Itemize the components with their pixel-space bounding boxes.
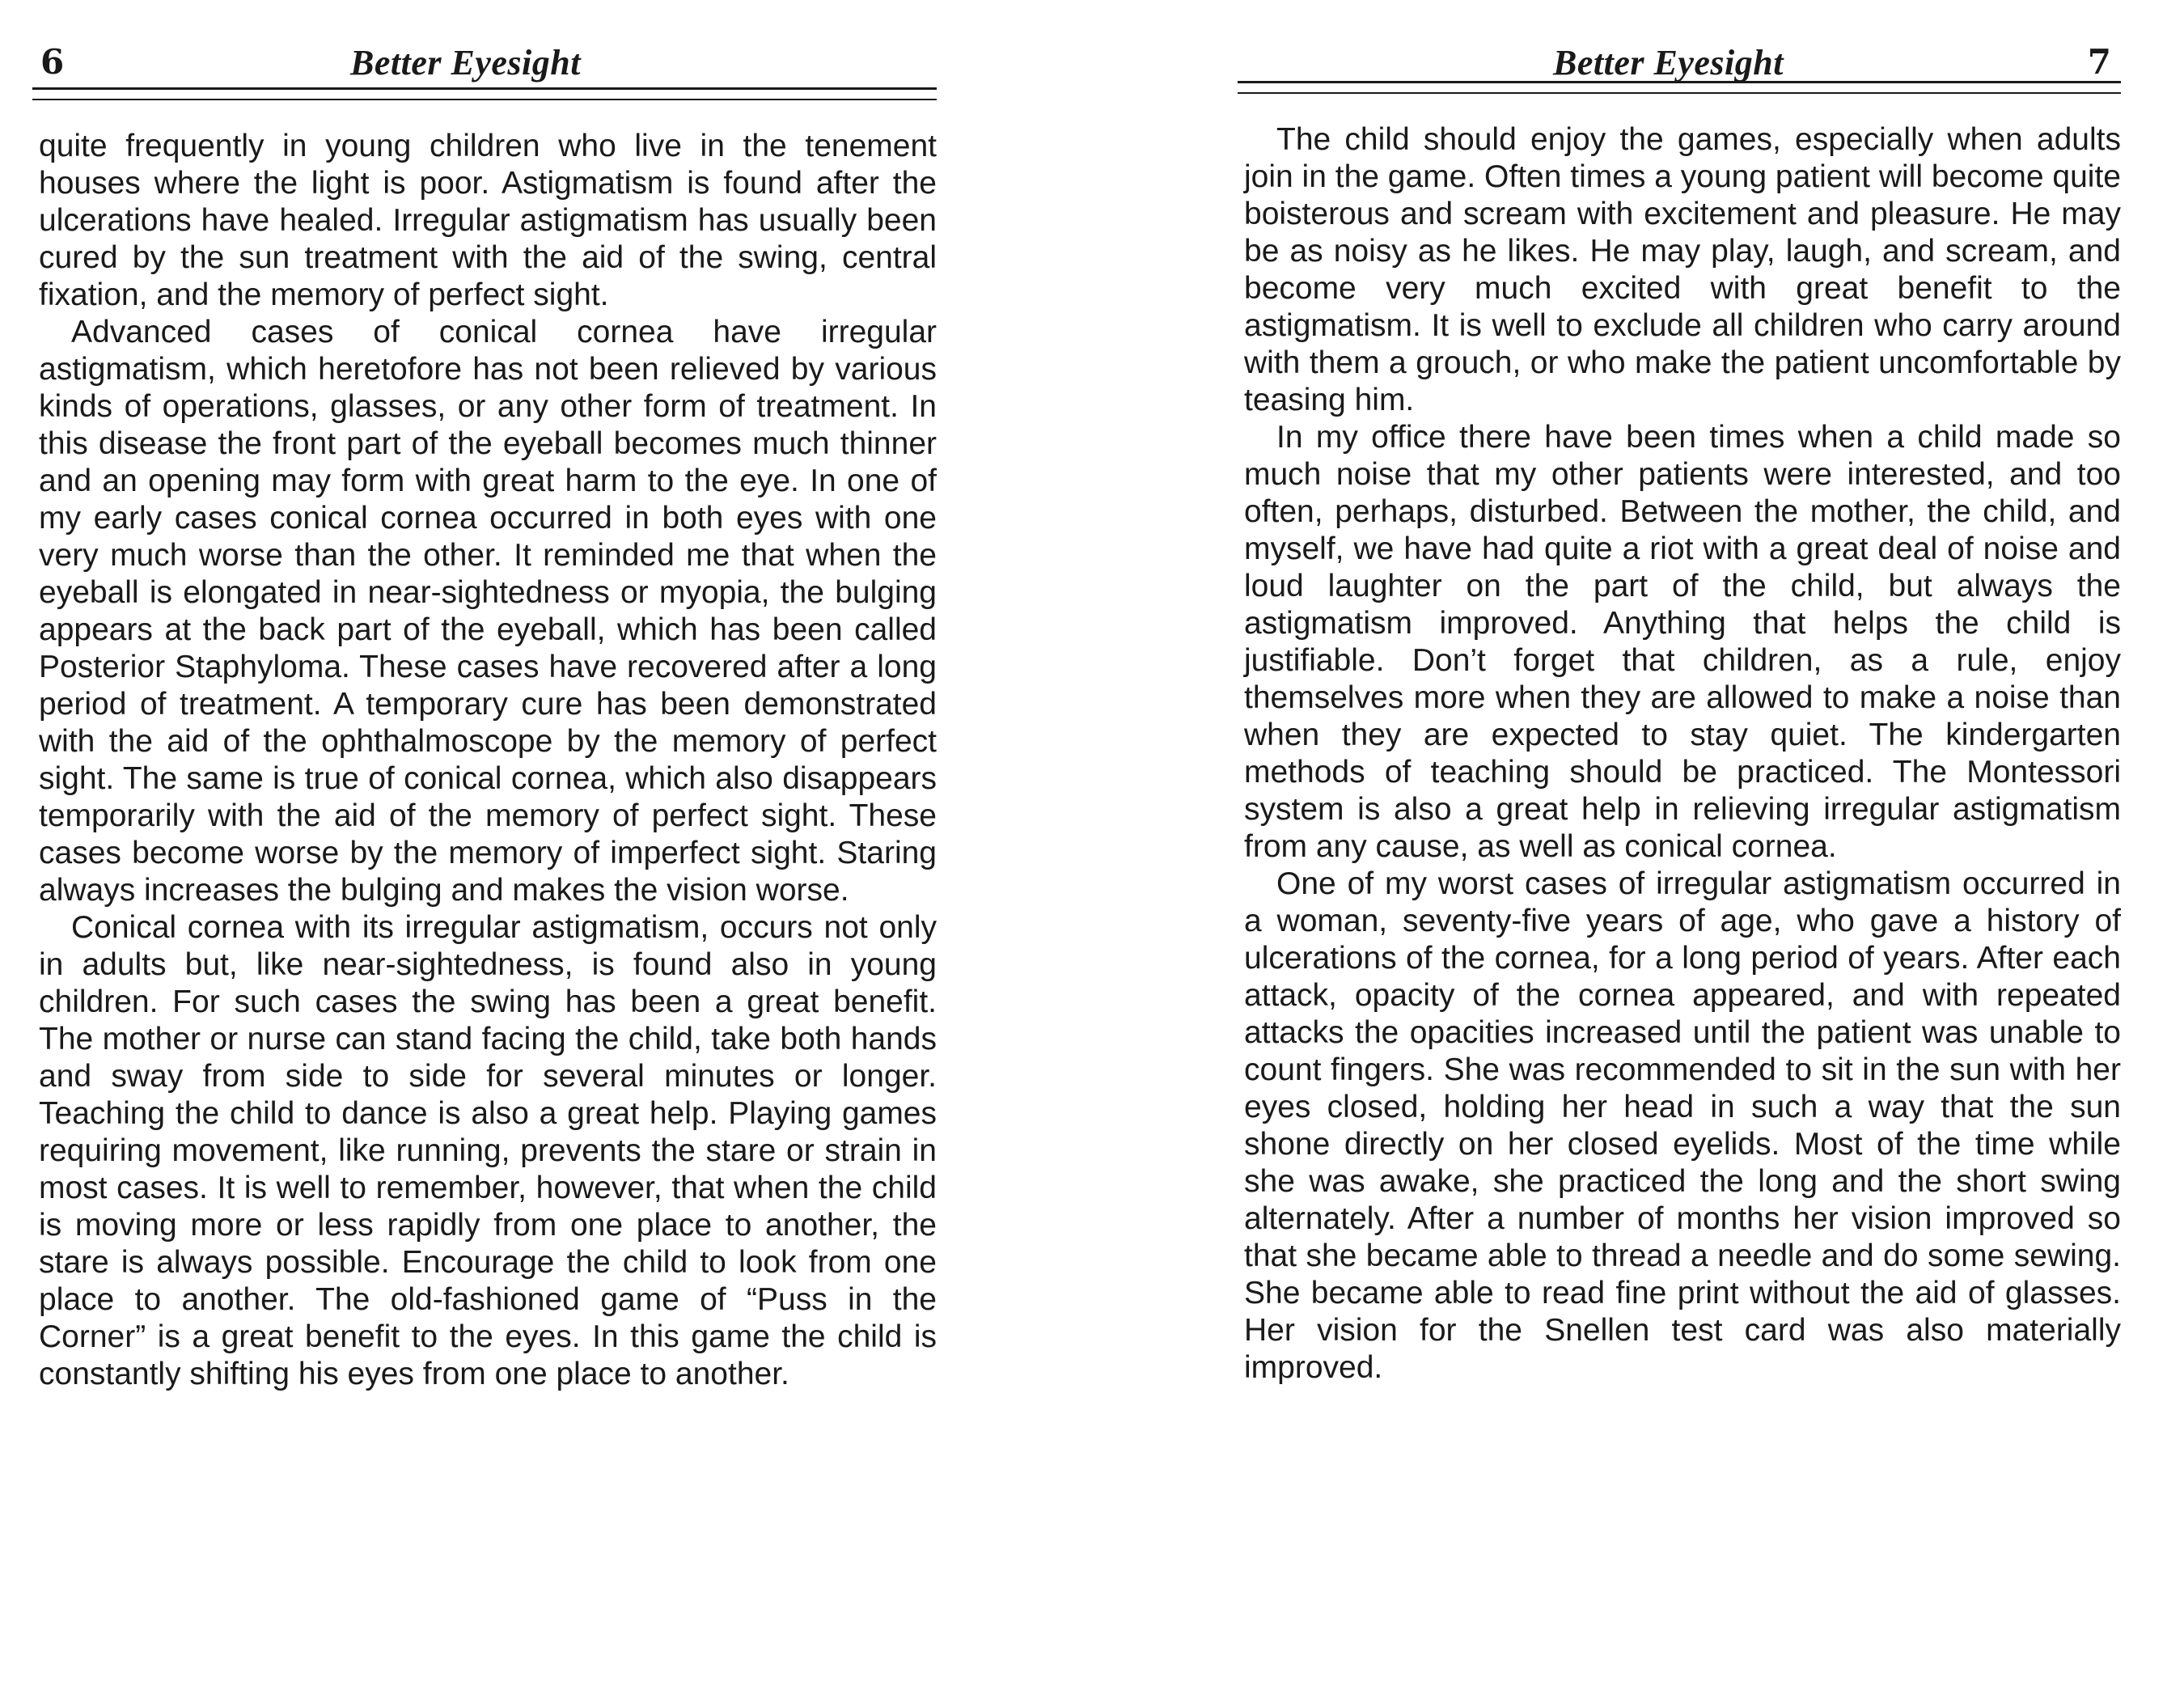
page-number: 7	[2087, 42, 2111, 82]
right-page-header	[1238, 0, 2121, 91]
right-page-body	[1244, 121, 2121, 1387]
header-double-rule	[32, 87, 937, 100]
paragraph: Advanced cases of conical cornea have irregular astigmatism, which heretofore has not been relieved by various kinds of operations, glasses, or any other form of treatment. In this disease the front part of the eyeball becomes much thinner and an opening may form with great harm to the eye. In one of my early cases conical cornea occurred in both eyes with one very much worse than the other. It reminded me that when the eyeball is elongated in near-sightedness or myopia, the bulging appears at the back part of the eyeball, which has been called Posterior Staphyloma. These cases have recovered after a long period of treatment. A temporary cure has been demonstrated with the aid of the ophthalmoscope by the memory of perfect sight. The same is true of conical cornea, which also disappears temporarily with the aid of the memory of perfect sight. These cases become worse by the memory of imperfect sight. Staring always increases the bulging and makes the vision worse.	[39, 315, 937, 908]
paragraph: Conical cornea with its irregular astigmatism, occurs not only in adults but, like near-sightedness, is found also in young children. For such cases the swing has been a great benefit. The mother or nurse can stand facing the child, take both hands and sway from side to side for several minutes or longer. Teaching the child to dance is also a great help. Playing games requiring movement, like running, prevents the stare or strain in most cases. It is well to remember, however, that when the child is moving more or less rapidly from one place to another, the stare is always possible. Encourage the child to look from one place to another. The old-fashioned game of “Puss in the Corner” is a great benefit to the eyes. In this game the child is constantly shifting his eyes from one place to another.	[39, 910, 937, 1391]
header-double-rule	[1238, 81, 2121, 94]
left-page-body	[39, 128, 937, 1393]
left-page-header	[32, 0, 937, 91]
running-title: Better Eyesight	[350, 43, 581, 83]
paragraph: The child should enjoy the games, especially when adults join in the game. Often times a young patient will become quite boisterous and scream with excitement and pleasure. He may be as noisy as he likes. He may play, laugh, and scream, and become very much excited with great benefit to the astigmatism. It is well to exclude all children who carry around with them a grouch, or who make the patient uncomfortable by teasing him.	[1244, 122, 2121, 417]
right-page	[1238, 0, 2121, 1385]
paragraph: One of my worst cases of irregular astigmatism occurred in a woman, seventy-five years of age, who gave a history of ulcerations of the cornea, for a long period of years. After each attack, opacity of the cornea appeared, and with repeated attacks the opacities increased until the patient was unable to count fingers. She was recommended to sit in the sun with her eyes closed, holding her head in such a way that the sun shone directly on her closed eyelids. Most of the time while she was awake, she practiced the long and the short swing alternately. After a number of months her vision improved so that she became able to thread a needle and do some sewing. She became able to read fine print without the aid of glasses. Her vision for the Snellen test card was also materially improved.	[1244, 866, 2121, 1385]
page-number: 6	[40, 42, 65, 82]
running-title: Better Eyesight	[1553, 43, 1784, 83]
left-page	[32, 0, 937, 1391]
paragraph: In my office there have been times when a child made so much noise that my other patients were interested, and too often, perhaps, disturbed. Between the mother, the child, and myself, we have had quite a riot with a great deal of noise and loud laughter on the part of the child, but always the astigmatism improved. Anything that helps the child is justifiable. Don’t forget that children, as a rule, enjoy themselves more when they are allowed to make a noise than when they are expected to stay quiet. The kindergarten methods of teaching should be practiced. The Montessori system is also a great help in relieving irregular astigmatism from any cause, as well as conical cornea.	[1244, 420, 2121, 864]
paragraph: quite frequently in young children who live in the tenement houses where the light is poor. Astigmatism is found after the ulcerations have healed. Irregular astigmatism has usually been cured by the sun treatment with the aid of the swing, central fixation, and the memory of perfect sight.	[39, 129, 937, 312]
